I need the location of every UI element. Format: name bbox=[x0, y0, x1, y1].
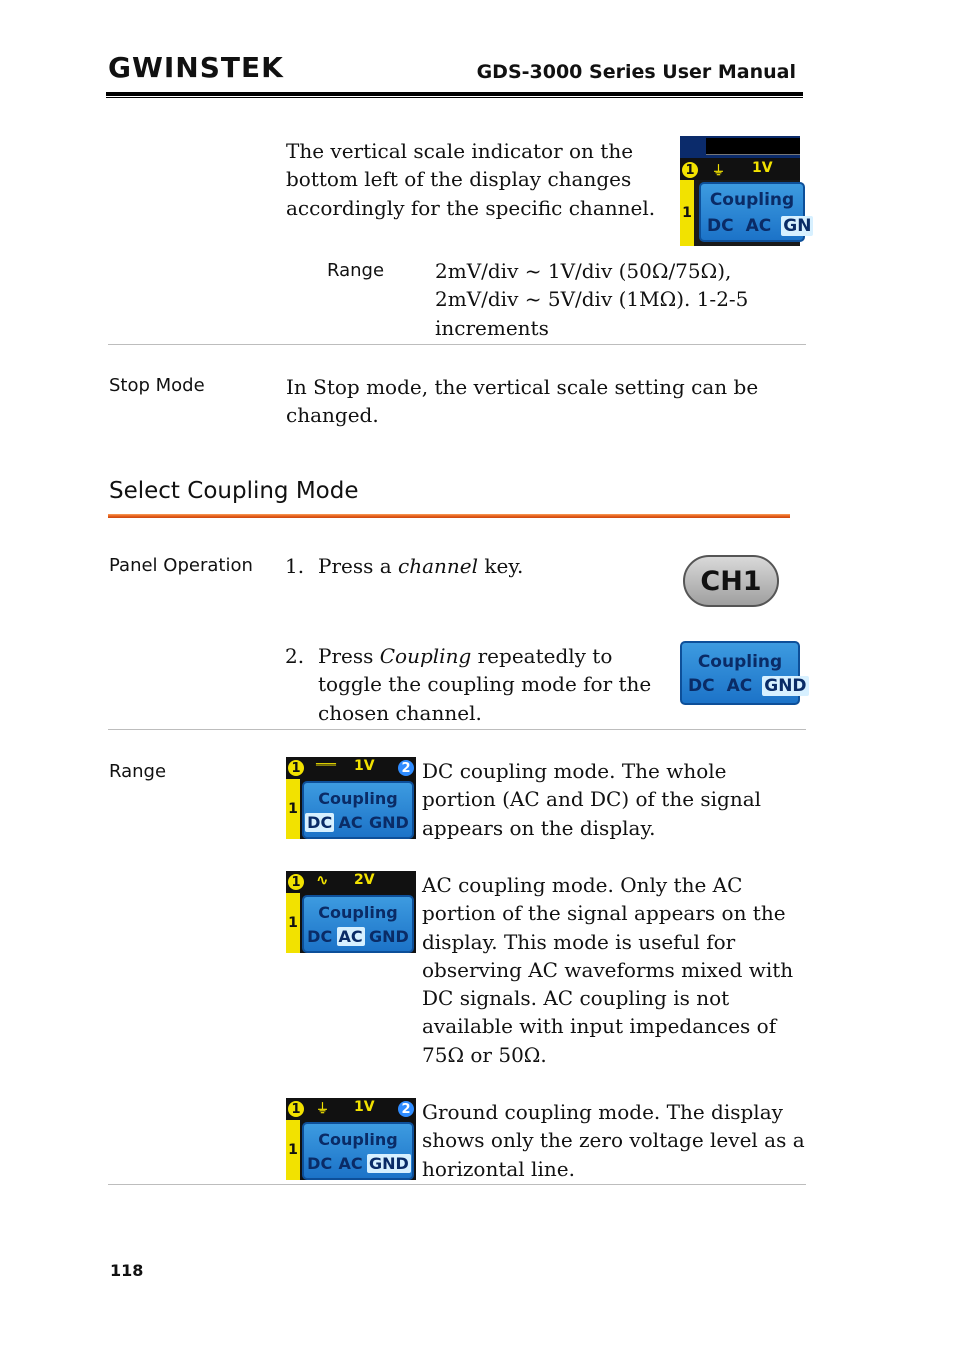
coupling-option-gnd: GND bbox=[764, 676, 807, 696]
scale-readout: 1V bbox=[752, 160, 773, 176]
vertical-scale-indicator-image bbox=[680, 136, 812, 246]
panel-operation-label: Panel Operation bbox=[109, 555, 253, 576]
step-1-text: Press a channel key. bbox=[318, 554, 524, 578]
channel-marker: 1 bbox=[680, 180, 694, 246]
divider bbox=[108, 729, 806, 730]
section-title: Select Coupling Mode bbox=[109, 478, 359, 504]
step-2-text: Press Coupling repeatedly to toggle the coupling mode for the chosen channel. bbox=[318, 644, 652, 725]
ground-symbol-icon: ⏚ bbox=[316, 1102, 330, 1117]
dc-symbol-icon: ═══ bbox=[316, 758, 336, 771]
dc-coupling-image: 1 ═══ 1V 2 1 Coupling DC AC GND bbox=[286, 757, 416, 839]
stop-mode-label: Stop Mode bbox=[109, 375, 205, 396]
step-2-number: 2. bbox=[285, 644, 305, 668]
ground-symbol-icon: ⏚ bbox=[712, 164, 726, 179]
ch1-button[interactable]: CH1 bbox=[683, 555, 779, 607]
channel-1-icon: 1 bbox=[682, 162, 698, 178]
step-1-number: 1. bbox=[285, 554, 305, 578]
gnd-coupling-image: 1 ⏚ 1V 2 1 Coupling DC AC GND bbox=[286, 1098, 416, 1180]
intro-paragraph: The vertical scale indicator on the bottom left of the display changes accordingly for the specific channel. bbox=[286, 139, 656, 220]
coupling-option-dc: DC bbox=[688, 676, 715, 696]
dc-coupling-text: DC coupling mode. The whole portion (AC and DC) of the signal appears on the display. bbox=[422, 759, 762, 840]
range-value: 2mV/div ~ 1V/div (50Ω/75Ω), 2mV/div ~ 5V/div (1MΩ). 1-2-5 increments bbox=[435, 259, 749, 340]
section-rule bbox=[108, 514, 790, 518]
coupling-option-ac: AC bbox=[726, 676, 753, 696]
stop-mode-text: In Stop mode, the vertical scale setting can be changed. bbox=[286, 375, 759, 428]
ac-coupling-text: AC coupling mode. Only the AC portion of the signal appears on the display. This mode is useful for observing AC waveforms mixed with DC signals. AC coupling is not available with input impedances of 75Ω or 50Ω. bbox=[422, 873, 794, 1067]
range-label: Range bbox=[327, 260, 385, 281]
divider bbox=[108, 344, 806, 345]
range-section-label: Range bbox=[109, 761, 167, 782]
page-number: 118 bbox=[110, 1261, 144, 1280]
manual-title: GDS-3000 Series User Manual bbox=[476, 61, 796, 83]
gwinstek-logo: GWINSTEK bbox=[108, 51, 284, 84]
ac-coupling-image: 1 ∿ 2V 1 Coupling DC AC GND bbox=[286, 871, 416, 953]
header-rule bbox=[106, 92, 803, 96]
coupling-button[interactable]: Coupling DC AC GND bbox=[680, 641, 800, 705]
divider bbox=[108, 1184, 806, 1185]
coupling-softkey: Coupling DC AC GN bbox=[699, 182, 805, 242]
ac-symbol-icon: ∿ bbox=[316, 871, 329, 889]
gnd-coupling-text: Ground coupling mode. The display shows only the zero voltage level as a horizontal line. bbox=[422, 1100, 805, 1181]
header-rule-thin bbox=[106, 97, 803, 98]
